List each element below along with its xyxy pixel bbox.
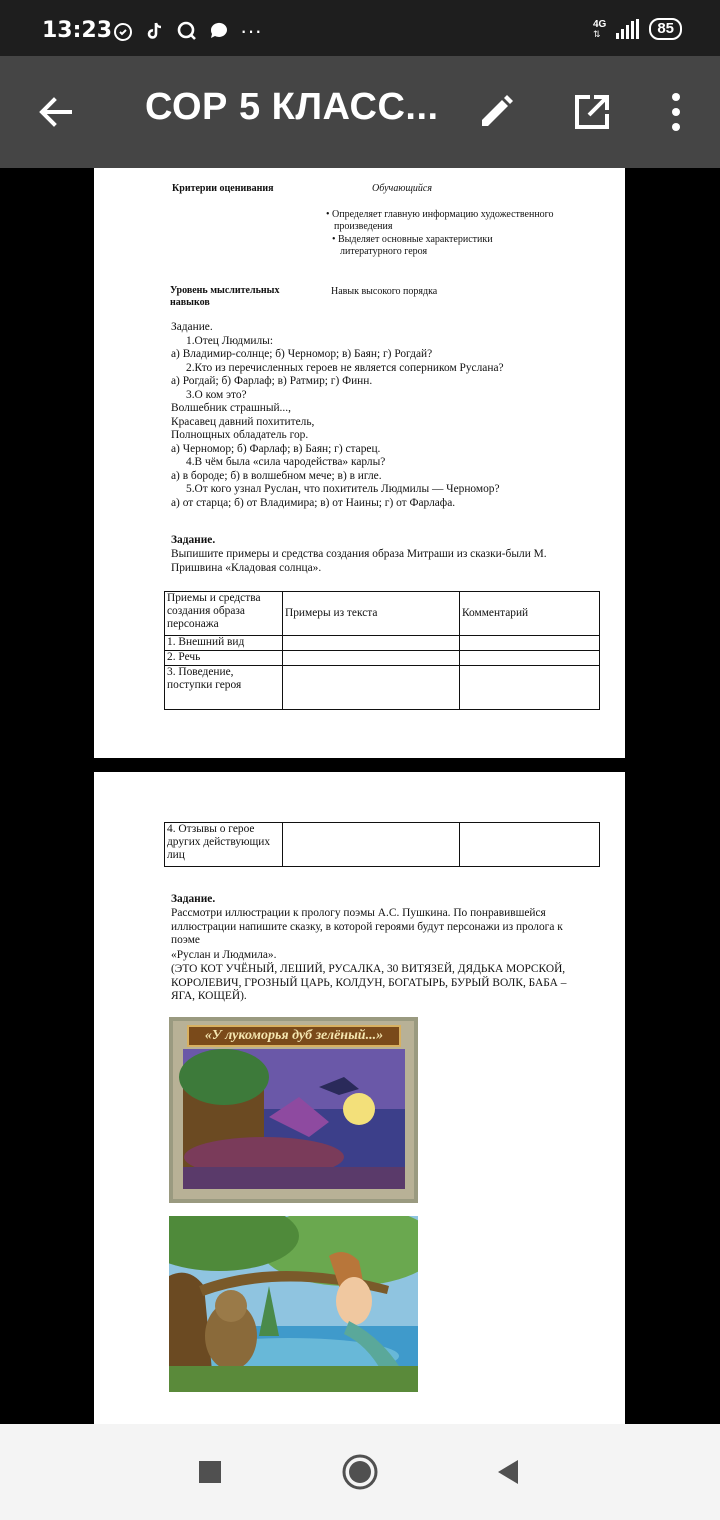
answers-3: а) Черномор; б) Фарлаф; в) Баян; г) старец. bbox=[171, 442, 381, 455]
table-cell bbox=[283, 651, 460, 666]
criteria-item: • Определяет главную информацию художественного произведения bbox=[326, 209, 554, 232]
search-app-icon bbox=[176, 20, 198, 42]
methods-table bbox=[164, 591, 600, 710]
more-vert-icon[interactable] bbox=[664, 90, 688, 134]
task3-characters: (ЭТО КОТ УЧЁНЫЙ, ЛЕШИЙ, РУСАЛКА, 30 ВИТЯЗЕЙ, ДЯДЬКА МОРСКОЙ, КОРОЛЕВИЧ, ГРОЗНЫЙ ЦАРЬ, КОЛДУН, БОГАТЫРЬ, БУРЫЙ ВОЛК, БАБА – ЯГА, КОЩЕЙ). bbox=[171, 963, 567, 1002]
task2-title: Задание. bbox=[171, 534, 216, 546]
illustration-lukomorye bbox=[169, 1017, 418, 1203]
question-4: 4.В чём была «сила чародейства» карлы? bbox=[186, 456, 386, 468]
task3-text: Рассмотри иллюстрации к прологу поэмы А.С. Пушкина. По понравившейся иллюстрации напишите сказку, в которой героями будут персонажи из пролога к поэме bbox=[171, 907, 563, 946]
methods-table-continued bbox=[164, 822, 600, 867]
level-value: Навык высокого порядка bbox=[331, 286, 438, 297]
answers-4: а) в бороде; б) в волшебном мече; в) в игле. bbox=[171, 469, 382, 482]
notification-icons bbox=[112, 20, 262, 42]
task1-title: Задание. bbox=[171, 321, 213, 333]
poem-line: Красавец давний похититель, bbox=[171, 415, 315, 428]
question-3: 3.О ком это? bbox=[186, 388, 247, 401]
answers-5: а) от старца; б) от Владимира; в) от Наины; г) от Фарлафа. bbox=[171, 496, 456, 509]
battery-indicator: 85 bbox=[649, 18, 682, 40]
recent-apps-icon[interactable] bbox=[190, 1452, 230, 1492]
chat-icon bbox=[208, 20, 230, 42]
tiktok-icon bbox=[144, 20, 166, 42]
pencil-icon[interactable] bbox=[476, 92, 516, 132]
document-title: СОР 5 КЛАСС... bbox=[145, 86, 439, 128]
illustration-banner: «У лукоморья дуб зелёный...» bbox=[204, 1028, 384, 1043]
app-bar bbox=[0, 56, 720, 168]
illustration-mermaid bbox=[169, 1216, 418, 1392]
document-page-2 bbox=[94, 772, 625, 1424]
signal-icon bbox=[616, 19, 639, 39]
table-cell bbox=[460, 651, 600, 666]
status-time: 13:23 bbox=[42, 18, 113, 43]
question-5: 5.От кого узнал Руслан, что похититель Людмилы — Черномор? bbox=[186, 483, 500, 495]
table-row-label: 4. Отзывы о герое других действующих лиц bbox=[165, 823, 283, 867]
table-header: Комментарий bbox=[460, 592, 600, 636]
navigation-bar bbox=[0, 1424, 720, 1520]
table-cell bbox=[283, 636, 460, 651]
document-page-1 bbox=[94, 168, 625, 758]
table-cell bbox=[460, 823, 600, 867]
answers-2: а) Рогдай; б) Фарлаф; в) Ратмир; г) Финн. bbox=[171, 375, 373, 387]
more-notifications-icon: ··· bbox=[240, 18, 262, 43]
task1-block bbox=[171, 321, 591, 510]
learner-label: Обучающийся bbox=[372, 183, 433, 194]
back-nav-icon[interactable] bbox=[490, 1452, 530, 1492]
task2-text: Выпишите примеры и средства создания образа Митраши из сказки-были М. Пришвина «Кладовая солнца». bbox=[171, 548, 547, 574]
table-header: Примеры из текста bbox=[283, 592, 460, 636]
home-icon[interactable] bbox=[340, 1452, 380, 1492]
table-cell bbox=[283, 666, 460, 710]
network-type: 4G bbox=[592, 18, 607, 30]
open-external-icon[interactable] bbox=[572, 92, 612, 132]
level-label: Уровень мыслительных навыков bbox=[170, 285, 280, 308]
criteria-label: Критерии оценивания bbox=[172, 183, 274, 194]
poem-line: Полнощных обладатель гор. bbox=[171, 429, 309, 441]
task3-poem: «Руслан и Людмила». bbox=[171, 949, 277, 961]
alarm-icon bbox=[112, 20, 134, 42]
table-row-label: 3. Поведение, поступки героя bbox=[165, 666, 283, 710]
answers-1: а) Владимир-солнце; б) Черномор; в) Баян; г) Рогдай? bbox=[171, 348, 433, 360]
status-bar bbox=[0, 0, 720, 56]
data-arrows-icon: ⇅ bbox=[592, 28, 601, 39]
question-2: 2.Кто из перечисленных героев не является соперником Руслана? bbox=[186, 361, 504, 374]
table-cell bbox=[460, 636, 600, 651]
table-header: Приемы и средства создания образа персонажа bbox=[165, 592, 283, 636]
task3-title: Задание. bbox=[171, 893, 216, 905]
criteria-item: • Выделяет основные характеристики литературного героя bbox=[332, 234, 493, 257]
document-viewer[interactable] bbox=[0, 168, 720, 1424]
table-row-label: 2. Речь bbox=[165, 651, 283, 666]
table-cell bbox=[283, 823, 460, 867]
table-cell bbox=[460, 666, 600, 710]
arrow-back-icon[interactable] bbox=[36, 92, 76, 132]
table-row-label: 1. Внешний вид bbox=[165, 636, 283, 651]
poem-line: Волшебник страшный..., bbox=[171, 402, 291, 414]
question-1: 1.Отец Людмилы: bbox=[186, 334, 274, 347]
